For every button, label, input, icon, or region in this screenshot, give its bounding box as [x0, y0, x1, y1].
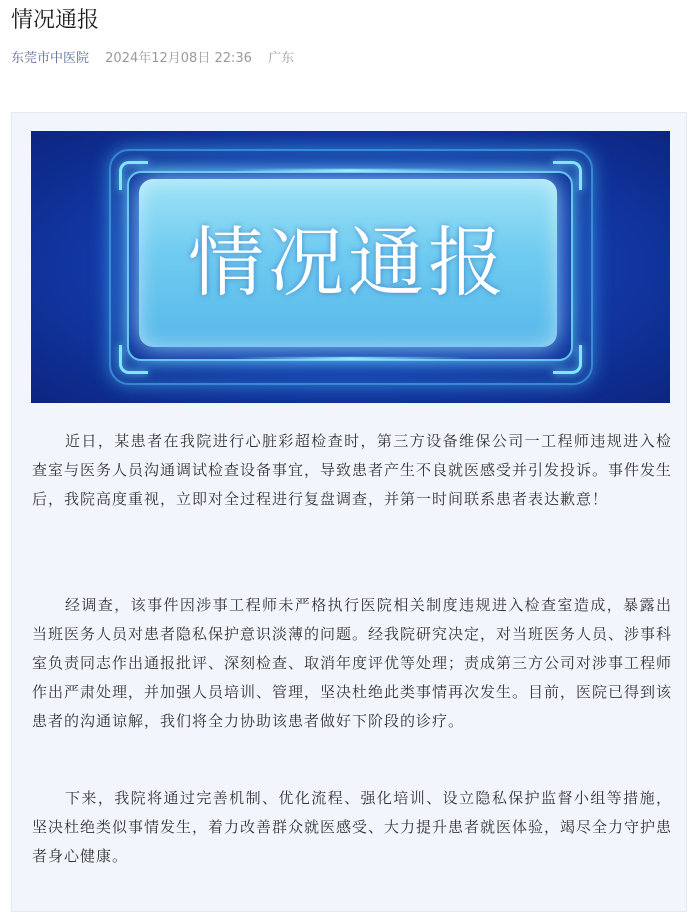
- publish-location: 广东: [268, 51, 295, 66]
- banner-corner-bottom-left: [119, 345, 148, 374]
- article-meta: [11, 49, 294, 69]
- banner-corner-top-right: [553, 161, 582, 190]
- banner-image: [31, 131, 670, 403]
- author-link[interactable]: 东莞市中医院: [11, 51, 90, 66]
- publish-date: 2024年12月08日 22:36: [105, 51, 252, 66]
- banner-corner-bottom-right: [553, 345, 582, 374]
- banner-glow-line-top: [231, 169, 471, 172]
- banner-heading: 情况通报: [188, 218, 508, 307]
- article-title: 情况通报: [11, 8, 100, 33]
- paragraph-investigation: 经调查，该事件因涉事工程师未严格执行医院相关制度违规进入检查室造成，暴露出当班医务人员对患者隐私保护意识淡薄的问题。经我院研究决定，对当班医务人员、涉事科室负责同志作出通报批评、深刻检查、取消年度评优等处理；责成第三方公司对涉事工程师作出严肃处理，并加强人员培训、管理，坚决杜绝此类事情再次发生。目前，医院已得到该患者的沟通谅解，我们将全力协助该患者做好下阶段的诊疗。: [32, 596, 673, 730]
- paragraph-measures: 下来，我院将通过完善机制、优化流程、强化培训、设立隐私保护监督小组等措施，坚决杜绝类似事情发生，着力改善群众就医感受、大力提升患者就医体验，竭尽全力守护患者身心健康。: [32, 789, 673, 865]
- paragraph-incident: 近日，某患者在我院进行心脏彩超检查时，第三方设备维保公司一工程师违规进入检查室与医务人员沟通调试检查设备事宜，导致患者产生不良就医感受并引发投诉。事件发生后，我院高度重视，立即对全过程进行复盘调查，并第一时间联系患者表达歉意！: [32, 432, 673, 508]
- article-content-panel: [11, 112, 687, 912]
- banner-glow-line-bottom: [231, 357, 471, 360]
